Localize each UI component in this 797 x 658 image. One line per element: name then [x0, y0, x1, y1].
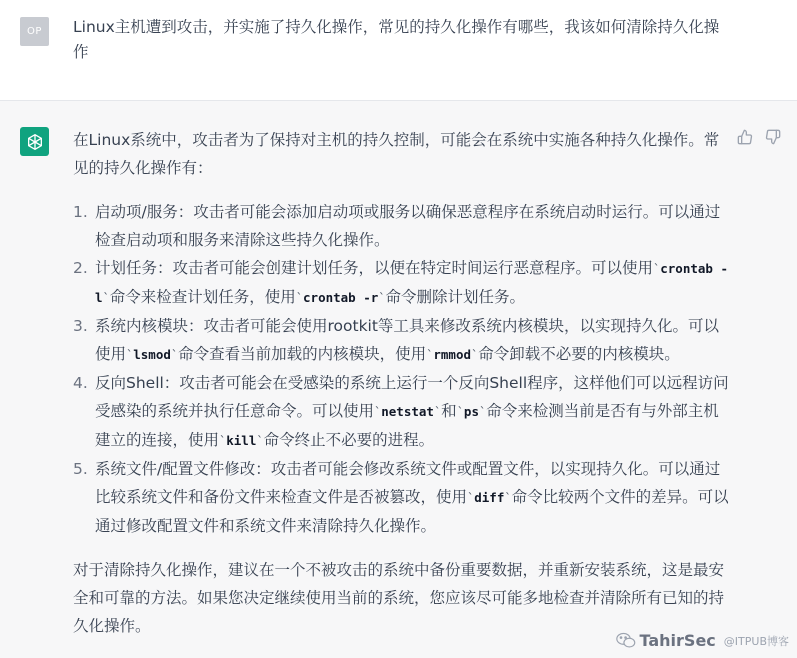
- list-item-number: 2.: [73, 259, 88, 277]
- wechat-icon: [616, 632, 636, 649]
- list-item-text: 系统文件/配置文件修改：攻击者可能会修改系统文件或配置文件，以实现持久化。可以通过比较系统文件和备份文件来检查文件是否被篡改，使用: [95, 460, 721, 506]
- feedback-buttons: [736, 128, 782, 146]
- user-message-text: Linux主机遭到攻击，并实施了持久化操作，常见的持久化操作有哪些，我该如何清除持久化操作: [73, 18, 720, 61]
- list-item-text: 启动项/服务：攻击者可能会添加启动项或服务以确保恶意程序在系统启动时运行。可以通过检查启动项和服务来清除这些持久化操作。: [95, 203, 721, 249]
- assistant-intro: 在Linux系统中，攻击者为了保持对主机的持久控制，可能会在系统中实施各种持久化操作。常见的持久化操作有：: [73, 131, 720, 177]
- list-item-text: 命令来检测当前是否有与外部主机建立的连接，使用: [95, 402, 719, 449]
- list-item-text: 反向Shell：攻击者可能会在受感染的系统上运行一个反向Shell程序，这样他们可以远程访问受感染的系统并执行任意命令。可以使用: [95, 374, 729, 420]
- inline-code: ps: [463, 404, 479, 419]
- list-item: 4. 反向Shell：攻击者可能会在受感染的系统上运行一个反向Shell程序，这样他们可以远程访问受感染的系统并执行任意命令。可以使用`netstat`和`ps`命令来检测当前是否有与外部主机建立的连接，使用`kill`命令终止不必要的进程。: [73, 369, 733, 455]
- list-item-number: 4.: [73, 374, 88, 392]
- user-avatar: [20, 17, 49, 46]
- persistence-list: [73, 198, 733, 540]
- thumbs-up-icon: [737, 129, 753, 145]
- thumbs-down-button[interactable]: [764, 128, 782, 146]
- list-item-number: 3.: [73, 317, 88, 335]
- list-item-number: 5.: [73, 460, 88, 478]
- inline-code: netstat: [381, 404, 434, 419]
- watermark-brand: TahirSec: [639, 631, 716, 650]
- list-item-text: 系统内核模块：攻击者可能会使用rootkit等工具来修改系统内核模块，以实现持久化。可以使用: [95, 317, 719, 363]
- thumbs-down-icon: [765, 129, 781, 145]
- list-item: 3. 系统内核模块：攻击者可能会使用rootkit等工具来修改系统内核模块，以实现持久化。可以使用`lsmod`命令查看当前加载的内核模块，使用`rmmod`命令卸载不必要的内核模块。: [73, 312, 733, 369]
- list-item-text: 和: [441, 402, 457, 420]
- list-item-number: 1.: [73, 203, 88, 221]
- list-item: 5. 系统文件/配置文件修改：攻击者可能会修改系统文件或配置文件，以实现持久化。可以通过比较系统文件和备份文件来检查文件是否被篡改，使用`diff`命令比较两个文件的差异。可以通过修改配置文件和系统文件来清除持久化操作。: [73, 455, 733, 540]
- list-item-text: 命令卸载不必要的内核模块。: [478, 345, 680, 363]
- inline-code: diff: [474, 490, 505, 505]
- user-avatar-initials: OP: [27, 26, 42, 37]
- inline-code: kill: [226, 433, 257, 448]
- list-item-text: 命令终止不必要的进程。: [263, 431, 435, 449]
- watermark-sub: @ITPUB博客: [723, 634, 789, 648]
- assistant-message-text: [73, 126, 733, 640]
- list-item: [73, 198, 733, 254]
- list-item-text: 命令来检查计划任务，使用: [109, 288, 296, 306]
- list-item-text: 命令删除计划任务。: [385, 288, 526, 306]
- user-message-row: [0, 0, 797, 101]
- list-item-text: 计划任务：攻击者可能会创建计划任务，以便在特定时间运行恶意程序。可以使用: [95, 259, 654, 277]
- assistant-conclusion: 对于清除持久化操作，建议在一个不被攻击的系统中备份重要数据，并重新安装系统，这是最安全和可靠的方法。如果您决定继续使用当前的系统，您应该尽可能多地检查并清除所有已知的持久化操作。: [73, 561, 725, 635]
- inline-code: crontab -l: [95, 261, 728, 305]
- thumbs-up-button[interactable]: [736, 128, 754, 146]
- inline-code: crontab -r: [303, 290, 379, 305]
- openai-logo-icon: [25, 132, 45, 152]
- inline-code: rmmod: [433, 347, 472, 362]
- list-item-text: 命令比较两个文件的差异。可以通过修改配置文件和系统文件来清除持久化操作。: [95, 488, 729, 535]
- list-item: 2. 计划任务：攻击者可能会创建计划任务，以便在特定时间运行恶意程序。可以使用`crontab -l`命令来检查计划任务，使用`crontab -r`命令删除计划任务。: [73, 254, 733, 312]
- list-item-text: 命令查看当前加载的内核模块，使用: [178, 345, 427, 363]
- assistant-avatar: [20, 127, 49, 156]
- watermark: [616, 631, 789, 650]
- inline-code: lsmod: [133, 347, 171, 362]
